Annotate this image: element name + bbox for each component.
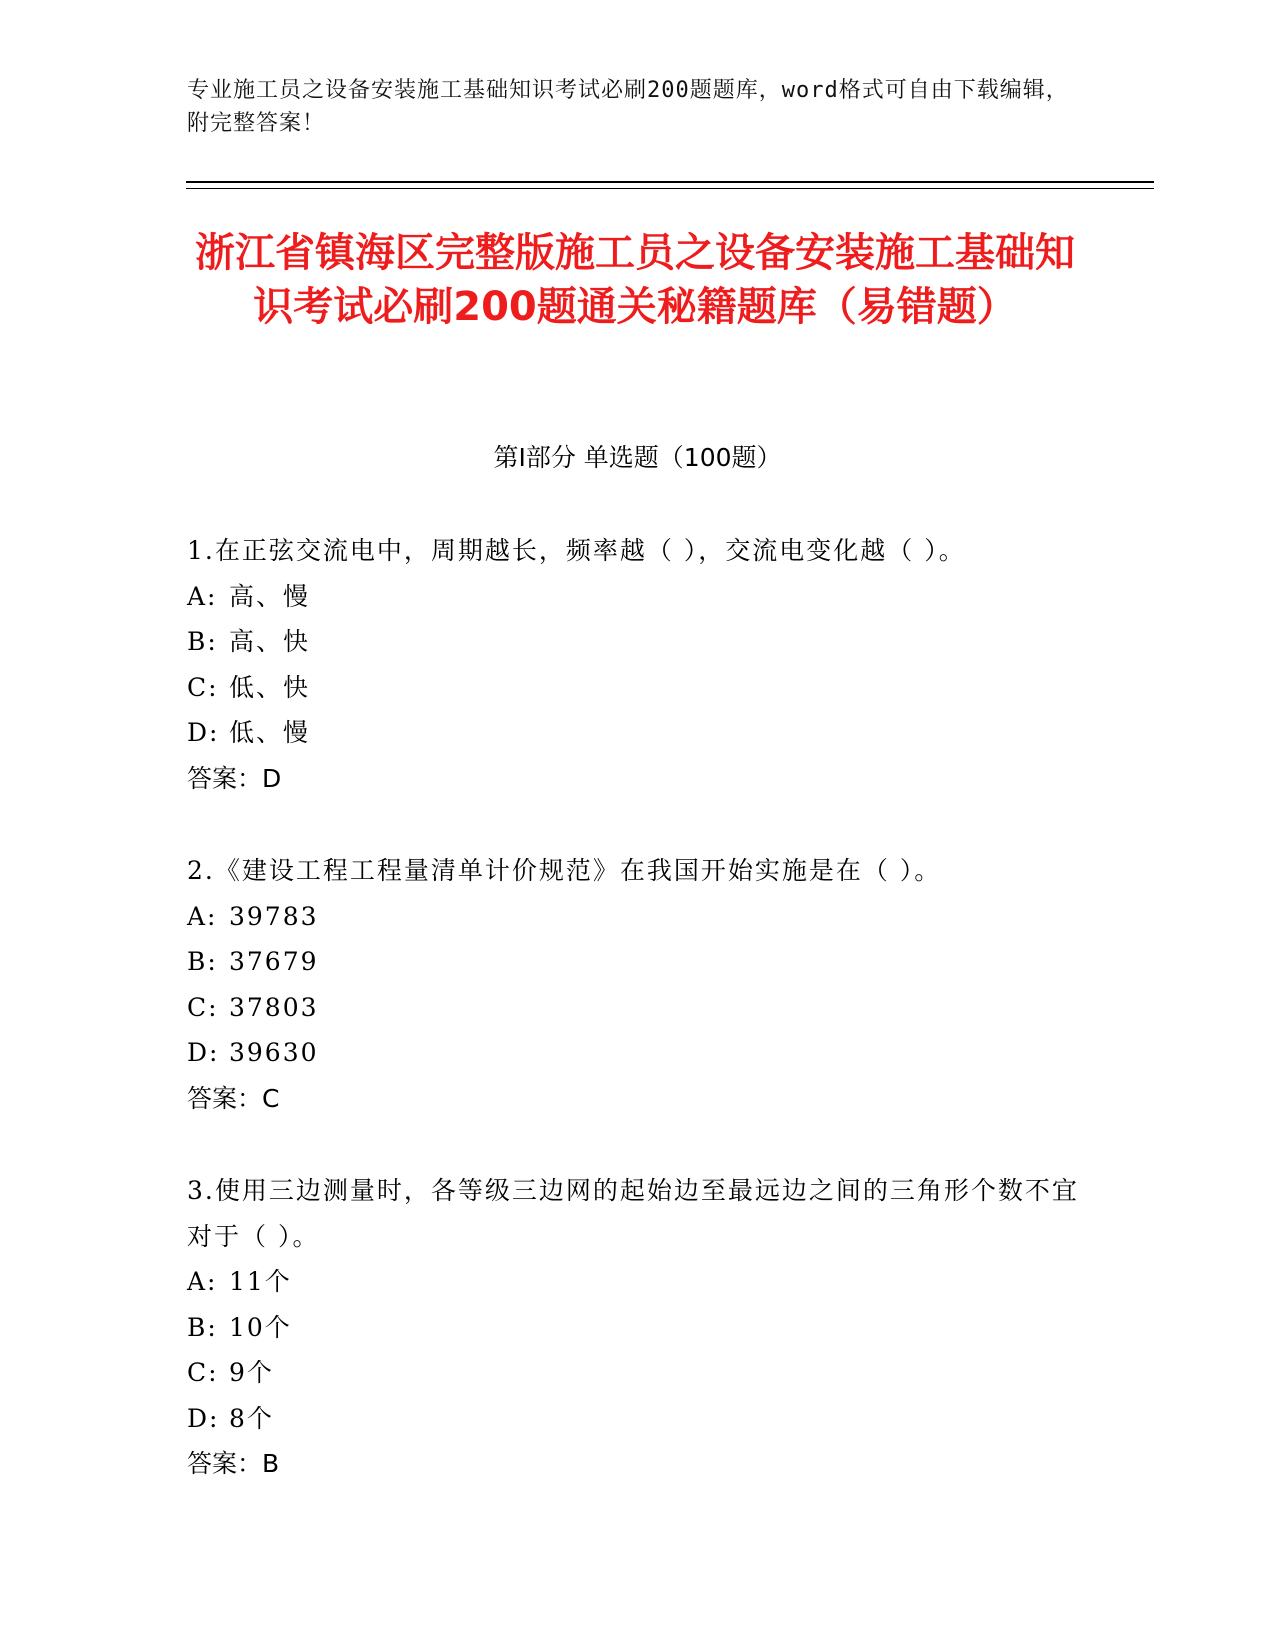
option-text: 37679: [229, 947, 319, 976]
option-b: [187, 939, 1087, 985]
option-a: [187, 574, 1087, 620]
question-block: [187, 848, 1087, 1121]
option-text: 9个: [229, 1358, 274, 1387]
option-letter: C:: [187, 672, 219, 702]
section-heading: 第Ⅰ部分 单选题（100题）: [493, 443, 782, 472]
question-stem: 1.在正弦交流电中，周期越长，频率越（ ），交流电变化越（ ）。: [187, 536, 966, 565]
option-d: [187, 1030, 1087, 1076]
option-letter: D:: [187, 1038, 220, 1067]
option-letter: A:: [187, 581, 218, 611]
option-b: [187, 619, 1087, 665]
option-letter: D:: [187, 1403, 220, 1433]
option-c: [187, 1350, 1087, 1396]
option-letter: A:: [187, 1267, 218, 1296]
option-letter: B:: [187, 1312, 218, 1342]
question-block: [187, 528, 1087, 801]
option-c: [187, 985, 1087, 1031]
option-letter: C:: [187, 992, 219, 1022]
option-text: 高、快: [229, 627, 311, 656]
answer: 答案：D: [187, 763, 282, 793]
option-text: 37803: [229, 992, 319, 1022]
header-rule-thick: [186, 181, 1154, 183]
option-text: 39630: [229, 1038, 319, 1067]
option-text: 8个: [229, 1403, 274, 1433]
option-a: [187, 1259, 1087, 1305]
option-letter: B:: [187, 627, 218, 656]
option-letter: D:: [187, 718, 220, 747]
option-letter: A:: [187, 901, 218, 931]
option-letter: C:: [187, 1358, 219, 1387]
question-stem: 2.《建设工程工程量清单计价规范》在我国开始实施是在（ ）。: [187, 856, 942, 885]
option-text: 高、慢: [229, 581, 311, 611]
option-text: 低、慢: [229, 718, 311, 747]
question-block: [187, 1168, 1087, 1487]
option-text: 低、快: [229, 672, 311, 702]
option-d: [187, 1396, 1087, 1442]
option-c: [187, 665, 1087, 711]
header-rule-thin: [186, 188, 1154, 189]
option-text: 10个: [229, 1312, 292, 1342]
option-letter: B:: [187, 947, 218, 976]
option-d: [187, 710, 1087, 756]
answer: 答案：B: [187, 1449, 280, 1478]
document-title: 浙江省镇海区完整版施工员之设备安装施工基础知识考试必刷200题通关秘籍题库（易错题）: [195, 230, 1075, 330]
answer: 答案：C: [187, 1083, 280, 1113]
option-text: 11个: [229, 1267, 292, 1296]
question-stem: 3.使用三边测量时，各等级三边网的起始边至最远边之间的三角形个数不宜对于（ ）。: [187, 1176, 1079, 1251]
option-a: [187, 894, 1087, 940]
option-text: 39783: [229, 901, 319, 931]
header-note: 专业施工员之设备安装施工基础知识考试必刷200题题库，word格式可自由下载编辑，附完整答案！: [187, 78, 1069, 136]
option-b: [187, 1305, 1087, 1351]
